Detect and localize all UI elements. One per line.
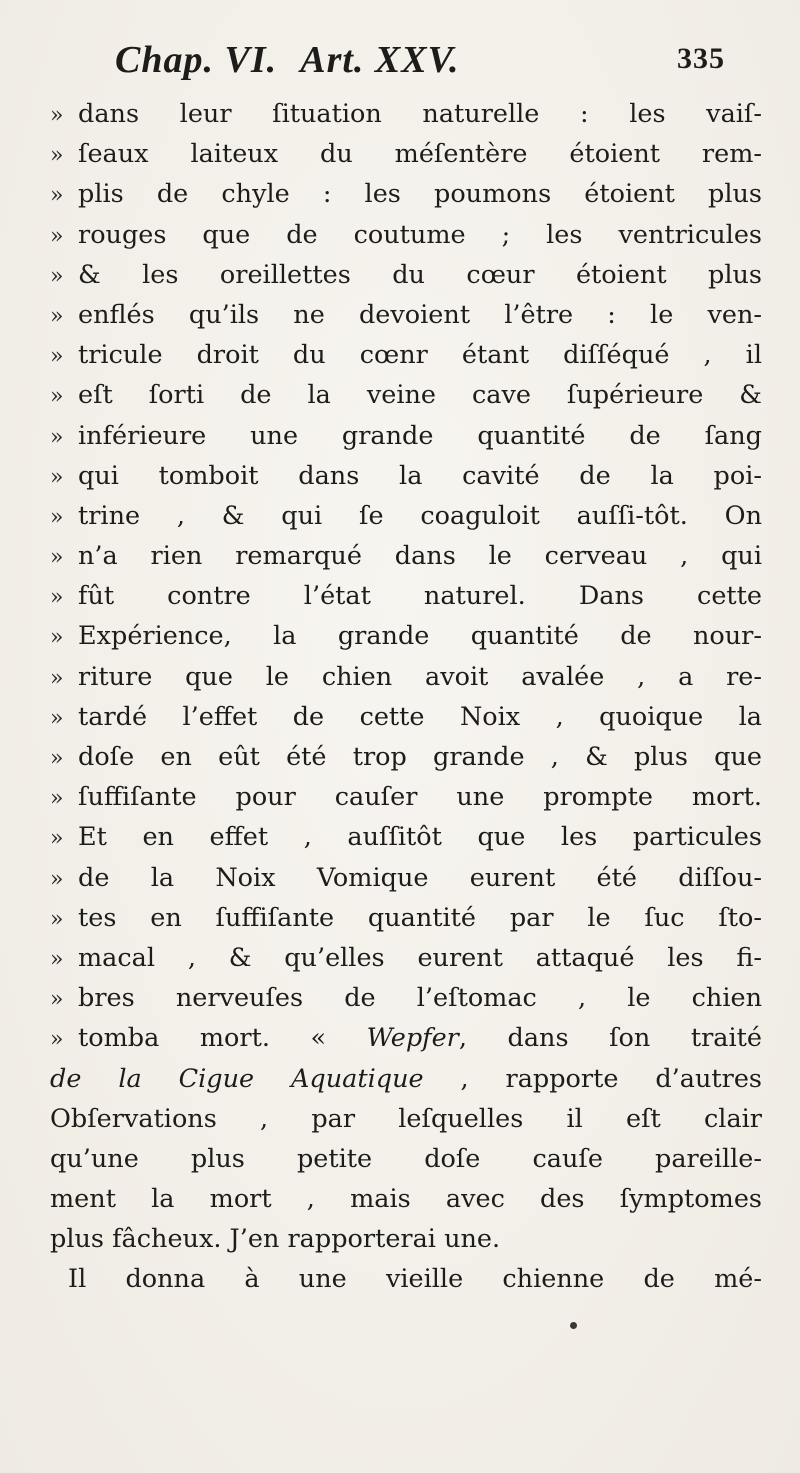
quote-mark: » — [50, 143, 64, 169]
running-header — [115, 38, 725, 98]
text-line: » riture que le chien avoit avalée , a re- — [50, 657, 762, 697]
text-line: » rouges que de coutume ; les ventricules — [50, 215, 762, 255]
text-line: » Et en effet , auſſitôt que les particules — [50, 817, 762, 857]
quote-mark: » — [50, 826, 64, 852]
text-line: » ſuffiſante pour cauſer une prompte mort. — [50, 777, 762, 817]
text-line: » tomba mort. « Wepfer, dans ſon traité — [50, 1018, 762, 1058]
book-title: de la Cigue Aquatique — [50, 1063, 424, 1094]
text-line: » bres nerveuſes de l’eſtomac , le chien — [50, 978, 762, 1018]
quote-mark: » — [50, 384, 64, 410]
quote-mark: » — [50, 1027, 64, 1053]
text-line: » n’a rien remarqué dans le cerveau , qui — [50, 536, 762, 576]
text-line: » fût contre l’état naturel. Dans cette — [50, 576, 762, 616]
header-chapter: Chap. VI. — [115, 39, 278, 81]
quote-mark: » — [50, 665, 64, 691]
text-line: » ſeaux laiteux du méſentère étoient rem- — [50, 134, 762, 174]
text-line: plus fâcheux. J’en rapporterai une. — [50, 1224, 501, 1255]
text-line: Il donna à une vieille chienne de mé- — [68, 1264, 762, 1295]
quote-mark: » — [50, 705, 64, 731]
quote-mark: » — [50, 303, 64, 329]
quote-mark: » — [50, 906, 64, 932]
body-text — [50, 94, 762, 1300]
quote-mark: » — [50, 424, 64, 450]
quote-mark: » — [50, 585, 64, 611]
text-line: de la Cigue Aquatique , rapporte d’autres — [50, 1063, 762, 1094]
text-line: » doſe en eût été trop grande , & plus que — [50, 737, 762, 777]
quote-mark: » — [50, 344, 64, 370]
page-number: 335 — [677, 42, 725, 75]
quote-mark: » — [50, 866, 64, 892]
text-line: » & les oreillettes du cœur étoient plus — [50, 255, 762, 295]
text-line: » qui tomboit dans la cavité de la poi- — [50, 456, 762, 496]
ink-spot — [570, 1322, 577, 1329]
text-line: » tes en ſuffiſante quantité par le ſuc ſto- — [50, 898, 762, 938]
header-article: Art. XXV. — [300, 39, 460, 81]
text-line: » tardé l’effet de cette Noix , quoique la — [50, 697, 762, 737]
quote-mark: » — [50, 625, 64, 651]
quote-mark: » — [50, 786, 64, 812]
quote-mark: » — [50, 223, 64, 249]
text-line: » plis de chyle : les poumons étoient plus — [50, 174, 762, 214]
text-line: » eſt ſorti de la veine cave ſupérieure & — [50, 375, 762, 415]
text-line: » Expérience, la grande quantité de nour- — [50, 616, 762, 656]
quote-mark: » — [50, 263, 64, 289]
text-line: » dans leur ſituation naturelle : les vaiſ- — [50, 94, 762, 134]
text-line: qu’une plus petite doſe cauſe pareille- — [50, 1143, 762, 1174]
quote-mark: » — [50, 545, 64, 571]
text-line: » macal , & qu’elles eurent attaqué les fi- — [50, 938, 762, 978]
author-name: Wepfer — [366, 1023, 459, 1054]
text-line: » enflés qu’ils ne devoient l’être : le ven- — [50, 295, 762, 335]
text-line: » de la Noix Vomique eurent été diſſou- — [50, 858, 762, 898]
quote-mark: » — [50, 746, 64, 771]
text-line: ment la mort , mais avec des ſymptomes — [50, 1184, 762, 1215]
quote-mark: » — [50, 987, 64, 1013]
quote-mark: » — [50, 464, 64, 490]
text-line: Obſervations , par leſquelles il eſt clair — [50, 1103, 762, 1134]
text-line: » trine , & qui ſe coaguloit auſſi-tôt. On — [50, 496, 762, 536]
quote-mark: » — [50, 504, 64, 530]
text-line: » inférieure une grande quantité de ſang — [50, 416, 762, 456]
quote-mark: » — [50, 946, 64, 972]
quote-mark: » — [50, 183, 64, 209]
quote-mark: » — [50, 103, 64, 128]
text-line: » tricule droit du cœnr étant diſſéqué , il — [50, 335, 762, 375]
